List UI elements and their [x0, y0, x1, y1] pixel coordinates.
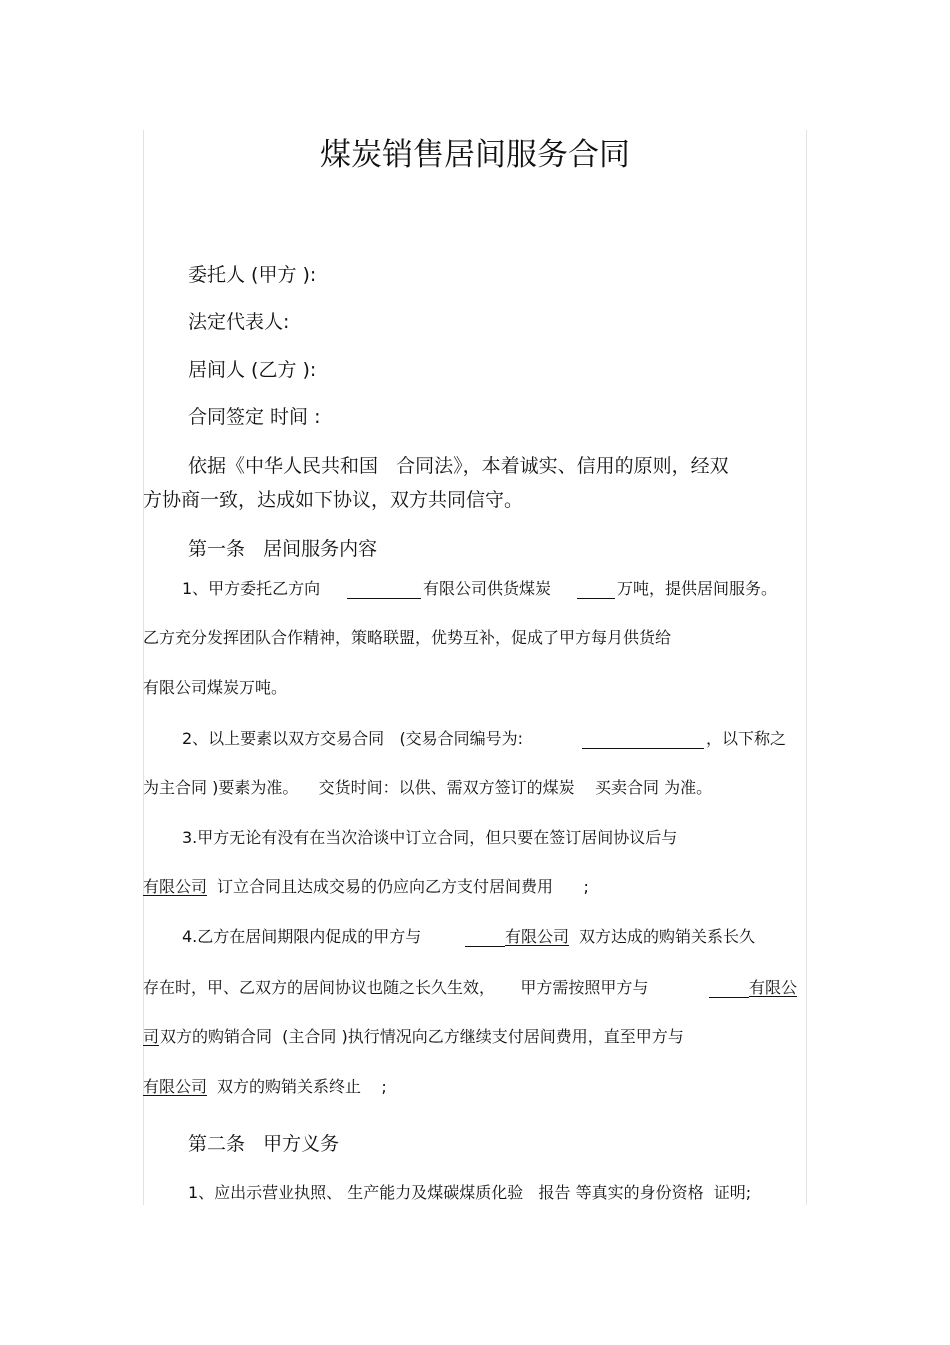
- a1-item4-part-b: 双方达成的购销关系长久: [579, 927, 756, 946]
- a1-item4-line-4: 双方的购销关系终止 ;: [217, 1077, 387, 1096]
- right-margin-line: [806, 130, 807, 1205]
- a1-item3-line-1: 3.甲方无论有没有在当次洽谈中订立合同，但只要在签订居间协议后与: [182, 828, 678, 847]
- article-1-heading: 第一条 居间服务内容: [188, 538, 378, 560]
- a1-item2-line-2: 为主合同 )要素为准。 交货时间：以供、需双方签订的煤炭 买卖合同 为准。: [143, 778, 713, 797]
- a1-item1-part-b: 有限公司供货煤炭: [423, 579, 552, 598]
- a2-item1: 1、应出示营业执照、 生产能力及煤碳煤质化验 报告 等真实的身份资格 证明;: [188, 1183, 752, 1202]
- blank-contract-number-field: [582, 731, 704, 749]
- a1-item2-part-a: 2、以上要素以双方交易合同 (交易合同编号为:: [182, 729, 524, 748]
- a1-item4-part-a: 4.乙方在居间期限内促成的甲方与: [182, 927, 422, 946]
- a1-item1-line-2: 乙方充分发挥团队合作精神，策略联盟，优势互补，促成了甲方每月供货给: [143, 628, 672, 647]
- a1-item4-company-underlined-2: 有限公: [749, 978, 798, 997]
- a1-item3-line-2: 订立合同且达成交易的仍应向乙方支付居间费用 ;: [217, 877, 589, 896]
- blank-company-field: [465, 929, 505, 947]
- legal-rep-label: 法定代表人:: [188, 311, 290, 333]
- blank-quantity-field: [577, 581, 615, 599]
- intro-line-1: 依据《中华人民共和国 合同法》，本着诚实、信用的原则，经双: [188, 455, 729, 477]
- a1-item4-company-underlined-4: 有限公司: [143, 1077, 208, 1096]
- blank-company-field: [709, 980, 749, 998]
- a1-item1-part-a: 1、甲方委托乙方向: [182, 579, 321, 598]
- sign-time-label: 合同签定 时间 :: [188, 406, 321, 428]
- a1-item4-company-underlined: 有限公司: [505, 927, 570, 946]
- a1-item1-part-c: 万吨，提供居间服务。: [617, 579, 778, 598]
- a1-item4-line-3: 双方的购销合同 (主合同 )执行情况向乙方继续支付居间费用，直至甲方与: [160, 1027, 684, 1046]
- party-a-label: 委托人 (甲方 ):: [188, 264, 317, 286]
- a1-item4-company-underlined-3: 司: [143, 1027, 160, 1046]
- a1-item1-line-3: 有限公司煤炭万吨。: [143, 678, 288, 697]
- intro-line-2: 方协商一致，达成如下协议，双方共同信守。: [143, 489, 524, 511]
- a1-item2-part-b: ，以下称之: [706, 729, 787, 748]
- a1-item3-company-underlined: 有限公司: [143, 877, 208, 896]
- document-title: 煤炭销售居间服务合同: [320, 137, 630, 173]
- article-2-heading: 第二条 甲方义务: [188, 1133, 340, 1155]
- blank-company-field: [347, 581, 421, 599]
- a1-item4-line-2: 存在时，甲、乙双方的居间协议也随之长久生效， 甲方需按照甲方与: [143, 978, 649, 997]
- party-b-label: 居间人 (乙方 ):: [188, 359, 317, 381]
